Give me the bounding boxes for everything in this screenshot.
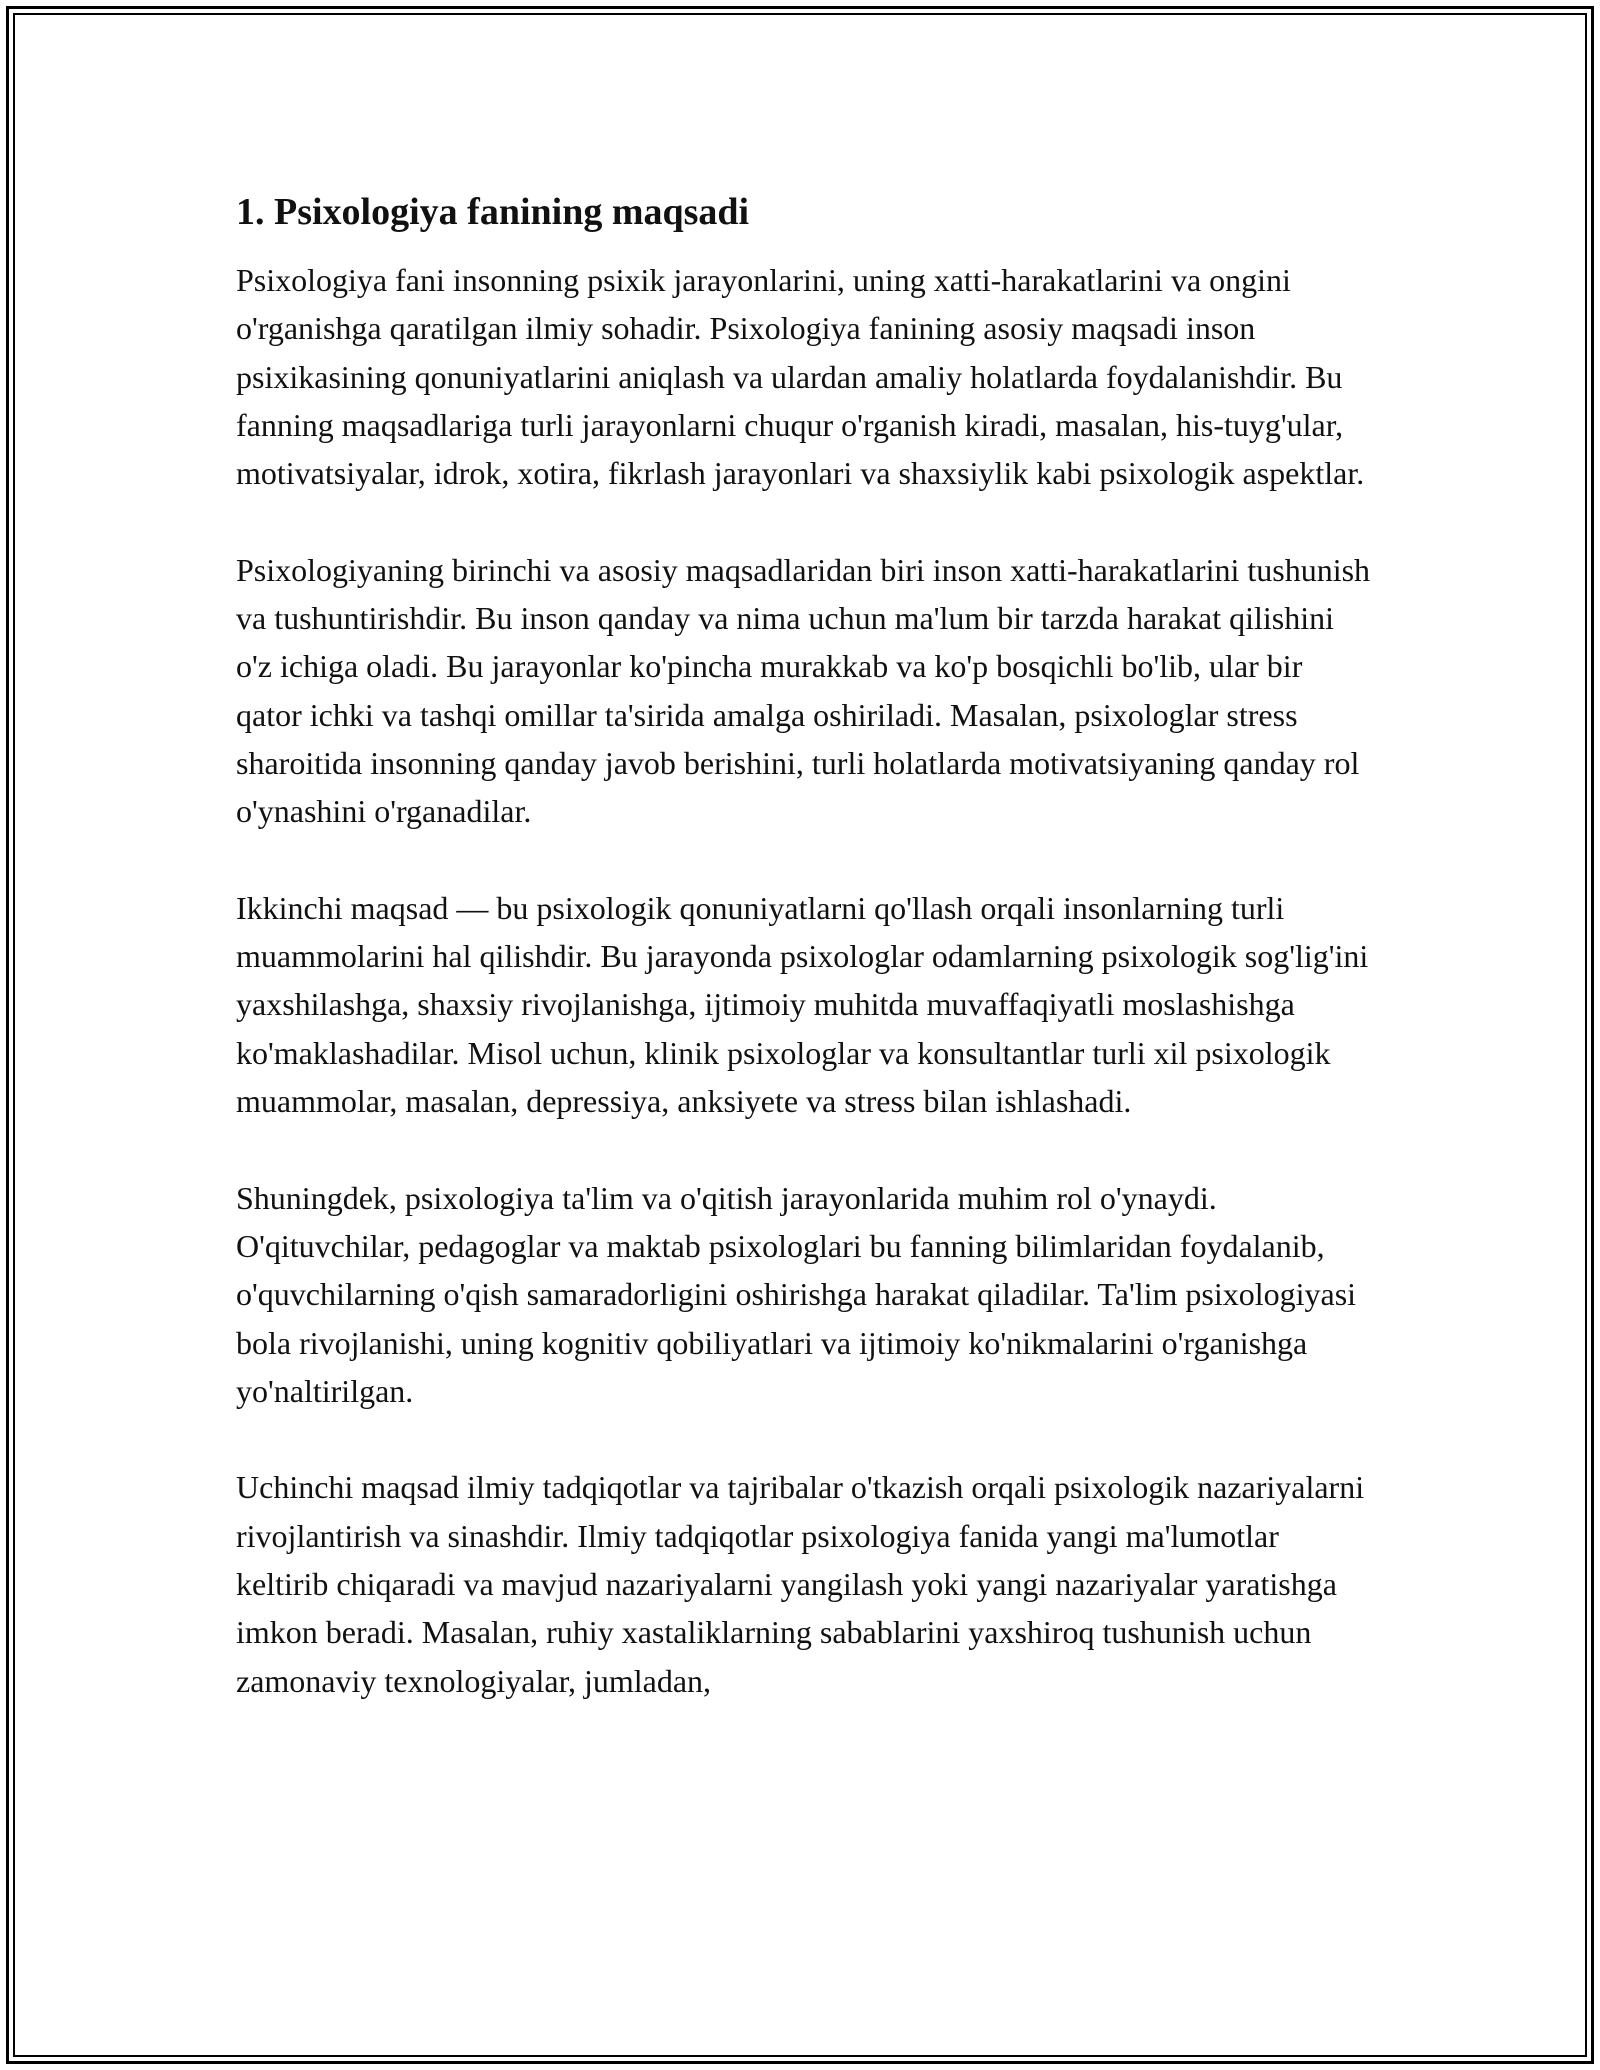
paragraph-second-goal: Ikkinchi maqsad — bu psixologik qonuniyatlarni qo'llash orqali insonlarning turli muammolarini hal qilishdir. Bu jarayonda psixologlar odamlarning psixologik sog'lig'ini yaxshilashga, shaxsiy rivojlanishga, ijtimoiy muhitda muvaffaqiyatli moslashishga ko'maklashadilar. Misol uchun, klinik psixologlar va konsultantlar turli xil psixologik muammolar, masalan, depressiya, anksiyete va stress bilan ishlashadi. [236, 889, 1369, 1120]
paragraph-third-goal: Uchinchi maqsad ilmiy tadqiqotlar va tajribalar o'tkazish orqali psixologik nazariyalarni rivojlantirish va sinashdir. Ilmiy tadqiqotlar psixologiya fanida yangi ma'lumotlar keltirib chiqaradi va mavjud nazariyalarni yangilash yoki yangi nazariyalar yaratishga imkon beradi. Masalan, ruhiy xastaliklarning sabablarini yaxshiroq tushunish uchun zamonaviy texnologiyalar, jumladan, [236, 1469, 1365, 1699]
document-title: 1. Psixologiya fanining maqsadi [236, 191, 750, 233]
paragraph-intro: Psixologiya fani insonning psixik jarayonlarini, uning xatti-harakatlarini va ongini o'rganishga qaratilgan ilmiy sohadir. Psixologiya fanining asosiy maqsadi inson psixikasining qonuniyatlarini aniqlash va ulardan amaliy holatlarda foydalanishdir. Bu fanning maqsadlariga turli jarayonlarni chuqur o'rganish kiradi, masalan, his-tuyg'ular, motivatsiyalar, idrok, xotira, fikrlash jarayonlari va shaxsiylik kabi psixologik aspektlar. [236, 262, 1365, 492]
document-body [236, 186, 1376, 1753]
paragraph-education: Shuningdek, psixologiya ta'lim va o'qitish jarayonlarida muhim rol o'ynaydi. O'qituvchilar, pedagoglar va maktab psixologlari bu fanning bilimlaridan foydalanib, o'quvchilarning o'qish samaradorligini oshirishga harakat qiladilar. Ta'lim psixologiyasi bola rivojlanishi, uning kognitiv qobiliyatlari va ijtimoiy ko'nikmalarini o'rganishga yo'naltirilgan. [236, 1179, 1357, 1409]
paragraph-first-goal: Psixologiyaning birinchi va asosiy maqsadlaridan biri inson xatti-harakatlarini tushunish va tushuntirishdir. Bu inson qanday va nima uchun ma'lum bir tarzda harakat qilishini o'z ichiga oladi. Bu jarayonlar ko'pincha murakkab va ko'p bosqichli bo'lib, ular bir qator ichki va tashqi omillar ta'sirida amalga oshiriladi. Masalan, psixologlar stress sharoitida insonning qanday javob berishini, turli holatlarda motivatsiyaning qanday rol o'ynashini o'rganadilar. [236, 551, 1371, 830]
